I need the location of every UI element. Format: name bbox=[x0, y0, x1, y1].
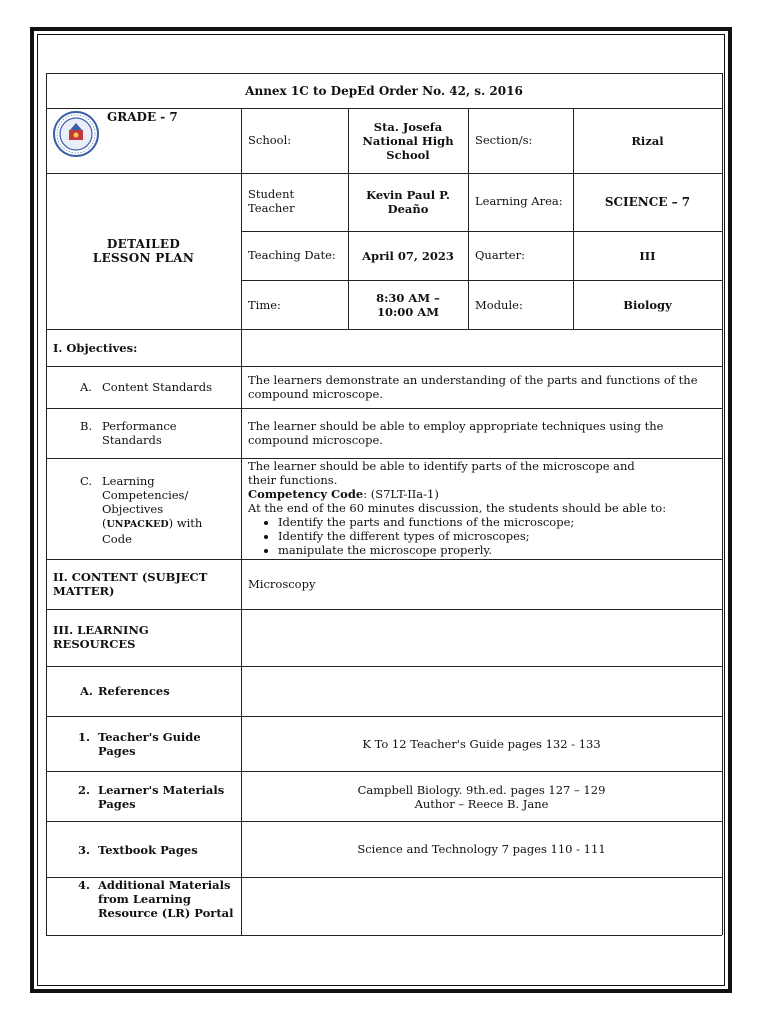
learning-area-value: SCIENCE – 7 bbox=[604, 195, 691, 209]
resource-3-value: Science and Technology 7 pages 110 - 111 bbox=[357, 842, 606, 856]
competency-bullet-list bbox=[238, 515, 708, 557]
school-value: Sta. Josefa National High School bbox=[362, 119, 454, 162]
module-label: Module: bbox=[475, 298, 523, 312]
time-value: 8:30 AM – 10:00 AM bbox=[376, 290, 440, 319]
references-label: References bbox=[98, 684, 170, 698]
learning-resources-heading: III. LEARNING RESOURCES bbox=[53, 623, 149, 651]
resource-1-value: K To 12 Teacher's Guide pages 132 - 133 bbox=[362, 736, 601, 751]
objective-b-letter: B. bbox=[80, 419, 93, 433]
resource-2-label: Learner's Materials Pages bbox=[98, 783, 225, 811]
teaching-date-value: April 07, 2023 bbox=[362, 248, 454, 263]
resource-3-label: Textbook Pages bbox=[98, 843, 198, 857]
content-standards-label: Content Standards bbox=[102, 380, 212, 394]
list-item: • Identify the different types of microscopes; bbox=[278, 529, 708, 543]
section-value: Rizal bbox=[631, 133, 664, 148]
resource-3-number: 3. bbox=[78, 843, 91, 857]
document-type-label: DETAILED LESSON PLAN bbox=[92, 237, 195, 265]
competency-code: Competency Code: (S7LT-IIa-1) bbox=[248, 487, 439, 501]
teacher-value: Kevin Paul P. Deaño bbox=[366, 188, 450, 216]
deped-seal-icon bbox=[52, 110, 100, 158]
resource-1-number: 1. bbox=[78, 730, 91, 744]
resource-2-number: 2. bbox=[78, 783, 91, 797]
objective-a-letter: A. bbox=[80, 380, 92, 394]
section-label: Section/s: bbox=[475, 133, 533, 147]
annex-title: Annex 1C to DepEd Order No. 42, s. 2016 bbox=[245, 83, 523, 98]
list-item: • Identify the parts and functions of the microscope; bbox=[278, 515, 708, 529]
learning-area-label: Learning Area: bbox=[475, 194, 563, 208]
content-standards-text: The learners demonstrate an understanding of the parts and functions of the compound microscope. bbox=[248, 373, 698, 401]
performance-standards-label: Performance Standards bbox=[102, 419, 177, 447]
resource-1-label: Teacher's Guide Pages bbox=[98, 730, 201, 758]
references-letter: A. bbox=[80, 684, 93, 698]
competency-intro: At the end of the 60 minutes discussion, the students should be able to: bbox=[248, 501, 667, 515]
competency-text: The learner should be able to identify parts of the microscope and their functions. bbox=[248, 459, 635, 487]
resource-2-value: Campbell Biology. 9th.ed. pages 127 – 129 bbox=[357, 783, 606, 797]
resource-4-label: Additional Materials from Learning Resource (LR) Portal bbox=[98, 878, 234, 920]
quarter-value: III bbox=[639, 248, 656, 263]
objective-c-letter: C. bbox=[80, 474, 93, 488]
content-heading: II. CONTENT (SUBJECT MATTER) bbox=[53, 570, 208, 598]
resource-4-number: 4. bbox=[78, 878, 91, 892]
resource-2-author: Author – Reece B. Jane bbox=[414, 797, 549, 811]
grade-label: GRADE - 7 bbox=[107, 110, 178, 124]
school-label: School: bbox=[248, 133, 292, 147]
performance-standards-text: The learner should be able to employ appropriate techniques using the compound microscope. bbox=[248, 419, 664, 447]
list-item: • manipulate the microscope properly. bbox=[278, 543, 708, 557]
content-value: Microscopy bbox=[248, 577, 316, 591]
time-label: Time: bbox=[248, 298, 281, 312]
module-value: Biology bbox=[623, 297, 672, 312]
objectives-heading: I. Objectives: bbox=[53, 341, 138, 355]
learning-competencies-label: Learning Competencies/ Objectives (UNPACKED) with Code bbox=[102, 474, 203, 546]
teacher-label: Student Teacher bbox=[248, 187, 295, 215]
quarter-label: Quarter: bbox=[475, 248, 525, 262]
teaching-date-label: Teaching Date: bbox=[248, 248, 336, 262]
